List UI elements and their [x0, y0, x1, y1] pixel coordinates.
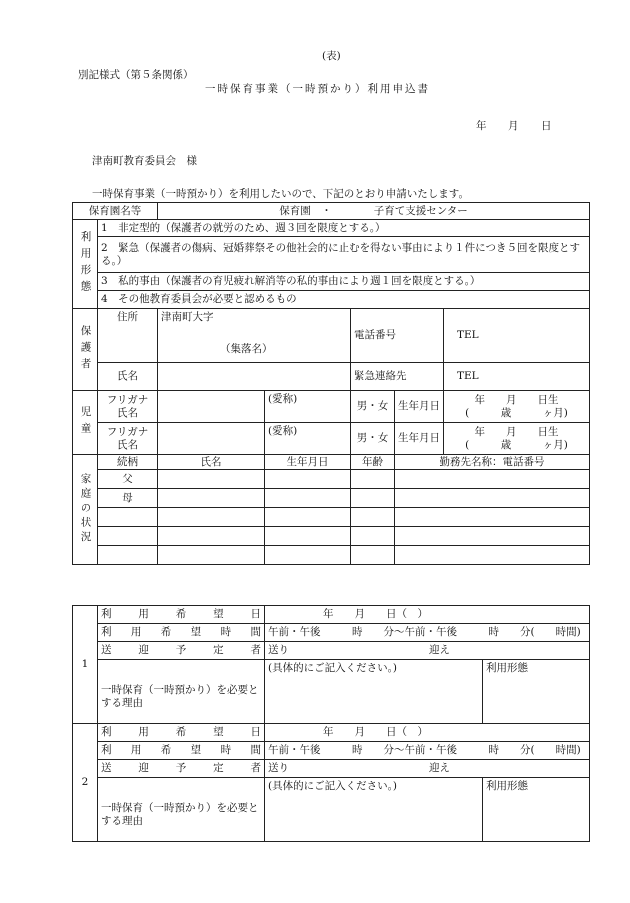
- reason-field-1[interactable]: (具体的にご記入ください。): [265, 660, 483, 724]
- ch: 予: [175, 644, 187, 656]
- child-2-birth-field[interactable]: [444, 423, 590, 455]
- ch: 迎: [138, 762, 149, 774]
- family-cell[interactable]: [351, 470, 395, 489]
- ch: 定: [213, 644, 224, 656]
- guardian-name-label: 氏名: [98, 363, 158, 391]
- date-field-1[interactable]: 年 月 日（ ）: [265, 606, 590, 624]
- guardian-name-field[interactable]: [158, 363, 351, 391]
- family-rel-father: 父: [98, 470, 158, 489]
- addressee: 津南町教育委員会 様: [92, 155, 197, 167]
- ch: 間: [250, 744, 261, 756]
- family-cell[interactable]: [158, 470, 265, 489]
- send-label-2: 送り: [268, 762, 289, 774]
- family-cell[interactable]: [158, 489, 265, 508]
- child-2-gender[interactable]: 男・女: [351, 423, 395, 455]
- send-label-1: 送り: [268, 644, 289, 656]
- style-label: 別記様式（第５条関係）: [78, 69, 194, 81]
- pickup-label-text: [101, 644, 261, 657]
- application-table: [72, 202, 590, 565]
- ch: 望: [190, 744, 202, 756]
- ch: 利: [101, 726, 112, 738]
- ch: 希: [175, 608, 187, 620]
- child-label: 児童: [73, 391, 98, 455]
- ch: 用: [130, 744, 142, 756]
- intro-text: 一時保育事業（一時預かり）を利用したいので、下記のとおり申請いたします。: [92, 188, 469, 200]
- reason-field-2[interactable]: (具体的にご記入ください。): [265, 778, 483, 842]
- ch: 者: [250, 644, 261, 656]
- child-2-name-field[interactable]: [158, 423, 265, 455]
- form-field-1[interactable]: 利用形態: [483, 660, 590, 724]
- date-day: 日: [541, 120, 552, 132]
- ch: 希: [175, 726, 187, 738]
- pickup-label-2: [98, 760, 265, 778]
- ch: 迎: [138, 644, 149, 656]
- family-cell[interactable]: [265, 527, 351, 546]
- nursery-value[interactable]: 保育園 ・ 子育て支援センター: [158, 203, 590, 220]
- usage-type-label: 利用形態: [73, 220, 98, 309]
- family-header-age: 年齢: [351, 455, 395, 470]
- village-label: （集落名）: [220, 343, 273, 355]
- ch: 用: [138, 726, 149, 738]
- child-1-birth-line1: 年 月 日生: [474, 393, 559, 406]
- tel-label: TEL: [457, 329, 479, 341]
- ch: 予: [175, 762, 187, 774]
- child-2-birth-label: 生年月日: [395, 423, 444, 455]
- time-label-1: [98, 624, 265, 642]
- family-cell[interactable]: [351, 546, 395, 565]
- family-cell[interactable]: [265, 489, 351, 508]
- reason-label-1: 一時保育（一時預かり）を必要とする理由: [98, 660, 265, 724]
- ch: 望: [213, 726, 224, 738]
- ch: 用: [130, 626, 142, 638]
- child-1-nickname[interactable]: (愛称): [265, 391, 351, 423]
- ch: 日: [250, 726, 261, 738]
- pickup-field-1[interactable]: [265, 642, 590, 660]
- child-1-name: 氏名: [117, 406, 138, 419]
- child-1-name-label: [98, 391, 158, 423]
- phone-label: 電話番号: [351, 309, 444, 363]
- guardian-label: 保護者: [73, 309, 98, 391]
- child-2-birth-line1: 年 月 日生: [474, 425, 559, 438]
- child-1-furigana: フリガナ: [106, 393, 149, 406]
- usage-option-2[interactable]: 2 緊急（保護者の傷病、冠婚葬祭その他社会的に止むを得ない事由により１件につき５回を限度とする。）: [98, 237, 590, 273]
- time-label-text: [101, 626, 261, 639]
- ch: 望: [213, 608, 224, 620]
- child-2-name-label: [98, 423, 158, 455]
- family-header-name: 氏名: [158, 455, 265, 470]
- family-cell[interactable]: [98, 546, 158, 565]
- phone-field[interactable]: [444, 309, 590, 363]
- child-2-name: 氏名: [117, 438, 138, 451]
- ch: 望: [190, 626, 202, 638]
- address-field[interactable]: [158, 309, 351, 363]
- family-cell[interactable]: [158, 508, 265, 527]
- family-cell[interactable]: [158, 527, 265, 546]
- child-1-birth-field[interactable]: [444, 391, 590, 423]
- family-label: 家庭の状況: [73, 455, 98, 565]
- pickup-label-1: [98, 642, 265, 660]
- family-cell[interactable]: [158, 546, 265, 565]
- time-field-2[interactable]: 午前・午後 時 分～午前・午後 時 分( 時間): [265, 742, 590, 760]
- child-1-gender[interactable]: 男・女: [351, 391, 395, 423]
- child-1-name-field[interactable]: [158, 391, 265, 423]
- form-field-2[interactable]: 利用形態: [483, 778, 590, 842]
- side-label: (表): [322, 50, 341, 62]
- family-rel-mother: 母: [98, 489, 158, 508]
- ch: 日: [250, 608, 261, 620]
- pickup-field-2[interactable]: [265, 760, 590, 778]
- usage-option-1[interactable]: 1 非定型的（保護者の就労のため、週３回を限度とする。）: [98, 220, 590, 237]
- reason-label-2: 一時保育（一時預かり）を必要とする理由: [98, 778, 265, 842]
- ch: 時: [220, 744, 232, 756]
- emergency-label: 緊急連絡先: [351, 363, 444, 391]
- child-2-furigana: フリガナ: [106, 425, 149, 438]
- time-field-1[interactable]: 午前・午後 時 分～午前・午後 時 分( 時間): [265, 624, 590, 642]
- usage-option-4[interactable]: 4 その他教育委員会が必要と認めるもの: [98, 291, 590, 309]
- ch: 間: [250, 626, 261, 638]
- date-label-2: [98, 724, 265, 742]
- ch: 送: [101, 762, 112, 774]
- date-year: 年: [476, 120, 487, 132]
- nursery-label: 保育園名等: [73, 203, 158, 220]
- ch: 送: [101, 644, 112, 656]
- family-cell[interactable]: [395, 508, 590, 527]
- emergency-field[interactable]: [444, 363, 590, 391]
- child-1-birth-label: 生年月日: [395, 391, 444, 423]
- pickup-label-text: [101, 762, 261, 775]
- date-month: 月: [508, 120, 519, 132]
- family-cell[interactable]: [98, 527, 158, 546]
- ch: 者: [250, 762, 261, 774]
- address-prefix: 津南町大字: [161, 311, 214, 323]
- page-title: 一時保育事業（一時預かり）利用申込書: [205, 83, 430, 95]
- ch: 定: [213, 762, 224, 774]
- family-header-relation: 続柄: [98, 455, 158, 470]
- child-2-nickname[interactable]: (愛称): [265, 423, 351, 455]
- family-cell[interactable]: [265, 546, 351, 565]
- family-cell[interactable]: [351, 508, 395, 527]
- time-label-text: [101, 744, 261, 757]
- ch: 希: [160, 744, 172, 756]
- date-field-2[interactable]: 年 月 日（ ）: [265, 724, 590, 742]
- family-header-birth: 生年月日: [265, 455, 351, 470]
- family-cell[interactable]: [265, 470, 351, 489]
- family-cell[interactable]: [98, 508, 158, 527]
- child-1-birth-line2: ( 歳 ヶ月): [465, 406, 568, 419]
- usage-request-table: [72, 605, 590, 842]
- ch: 希: [160, 626, 172, 638]
- ch: 時: [220, 626, 232, 638]
- family-cell[interactable]: [395, 489, 590, 508]
- block-number-1: 1: [73, 606, 98, 724]
- family-cell[interactable]: [351, 489, 395, 508]
- receive-label-1: 迎え: [429, 644, 450, 656]
- date-label-text: [101, 726, 261, 739]
- address-label: 住所: [98, 309, 158, 363]
- family-header-work: 勤務先名称：電話番号: [395, 455, 590, 470]
- ch: 利: [101, 608, 112, 620]
- family-cell[interactable]: [351, 527, 395, 546]
- receive-label-2: 迎え: [429, 762, 450, 774]
- ch: 利: [101, 626, 112, 638]
- child-2-birth-line2: ( 歳 ヶ月): [465, 438, 568, 451]
- family-cell[interactable]: [265, 508, 351, 527]
- family-cell[interactable]: [395, 527, 590, 546]
- date-label-text: [101, 608, 261, 621]
- ch: 利: [101, 744, 112, 756]
- block-number-2: 2: [73, 724, 98, 842]
- emergency-tel-label: TEL: [457, 370, 479, 382]
- date-label-1: [98, 606, 265, 624]
- ch: 用: [138, 608, 149, 620]
- family-cell[interactable]: [395, 546, 590, 565]
- usage-option-3[interactable]: 3 私的事由（保護者の育児疲れ解消等の私的事由により週１回を限度とする。）: [98, 273, 590, 291]
- family-cell[interactable]: [395, 470, 590, 489]
- time-label-2: [98, 742, 265, 760]
